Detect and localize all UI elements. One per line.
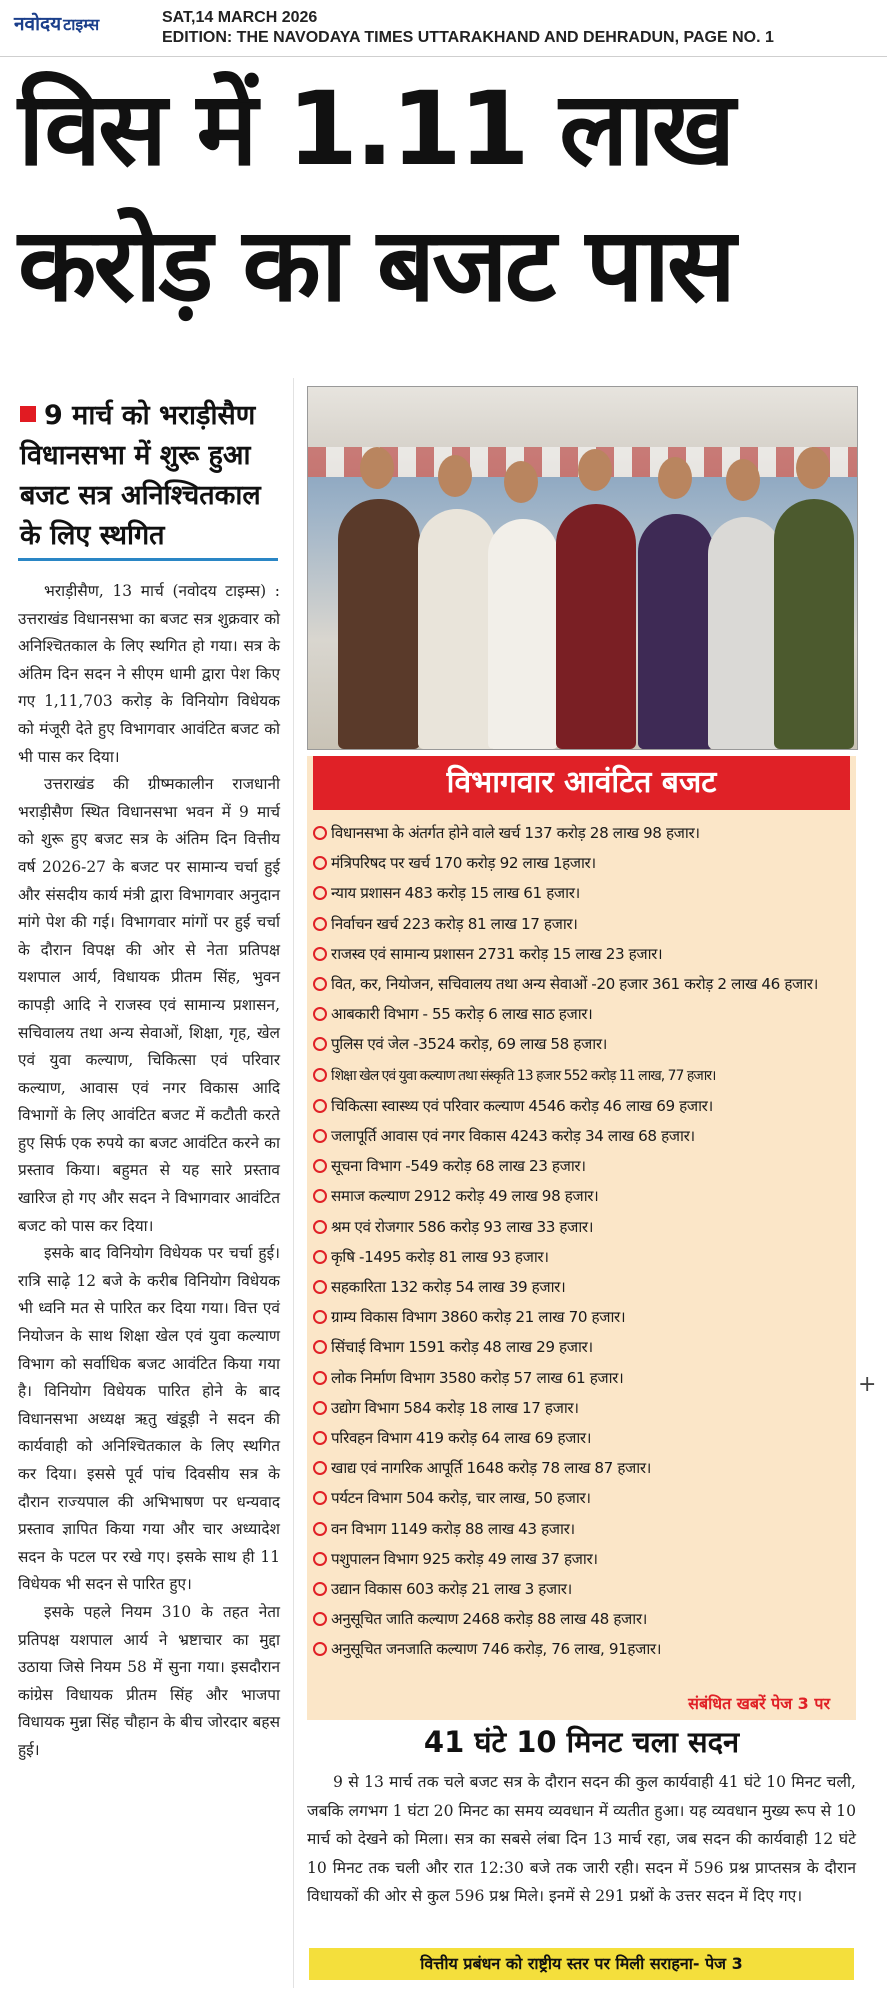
photo-figure-head <box>360 447 394 489</box>
logo-times: टाइम्स <box>63 15 100 34</box>
budget-item-text: पशुपालन विभाग 925 करोड़ 49 लाख 37 हजार। <box>331 1549 598 1568</box>
budget-item-text: परिवहन विभाग 419 करोड़ 64 लाख 69 हजार। <box>331 1429 592 1448</box>
budget-item-text: कृषि -1495 करोड़ 81 लाख 93 हजार। <box>331 1247 549 1266</box>
budget-item-text: श्रम एवं रोजगार 586 करोड़ 93 लाख 33 हजार। <box>331 1217 594 1236</box>
budget-item <box>313 1544 853 1574</box>
article-paragraph: उत्तराखंड की ग्रीष्मकालीन राजधानी भराड़ीसैण स्थित विधानसभा भवन में 9 मार्च को शुरू हुए बजट सत्र के अंतिम दिन वित्तीय वर्ष 2026-27 के बजट पर सामान्य चर्चा हुई और संसदीय कार्य मंत्री द्वारा विभागवार अनुदान मांगे पेश की गई। विभागवार मांगों पर हुई चर्चा के दौरान विपक्ष की ओर से नेता प्रतिपक्ष यशपाल आर्य, विधायक प्रीतम सिंह, भुवन कापड़ी आदि ने राजस्व एवं सामान्य प्रशासन, सचिवालय तथा अन्य सेवाओं, शिक्षा, गृह, खेल एवं युवा कल्याण, चिकित्सा एवं परिवार कल्याण, आवास एवं नगर विकास आदि विभागों के लिए आवंटित बजट में कटौती करते हुए सिर्फ एक रुपये का बजट आवंटित करने का प्रस्ताव किया। बहुमत से यह सारे प्रस्ताव खारिज हो गए और सदन ने विभागवार आवंटित बजट को पास कर दिया। <box>18 775 280 1235</box>
budget-item-text: सूचना विभाग -549 करोड़ 68 लाख 23 हजार। <box>331 1157 586 1176</box>
photo-figure <box>708 517 782 749</box>
budget-item <box>313 999 853 1029</box>
budget-item-text: वित, कर, नियोजन, सचिवालय तथा अन्य सेवाओं -20 हजार 361 करोड़ 2 लाख 46 हजार। <box>331 975 818 994</box>
circle-bullet-icon <box>313 1007 327 1021</box>
photo-figure-head <box>726 459 760 501</box>
budget-item-text: सहकारिता 132 करोड़ 54 लाख 39 हजार। <box>331 1278 566 1297</box>
date-line: SAT,14 MARCH 2026 <box>162 9 318 26</box>
budget-item-text: चिकित्सा स्वास्थ्य एवं परिवार कल्याण 4546 करोड़ 46 लाख 69 हजार। <box>331 1096 713 1115</box>
budget-item <box>313 1212 853 1242</box>
photo-figure <box>774 499 854 749</box>
budget-item-text: अनुसूचित जाति कल्याण 2468 करोड़ 88 लाख 48 हजार। <box>331 1610 648 1629</box>
photo-figure <box>638 514 714 749</box>
newspaper-logo[interactable] <box>14 10 99 36</box>
masthead-bar <box>0 0 887 57</box>
budget-item <box>313 848 853 878</box>
budget-item <box>313 939 853 969</box>
budget-item-text: राजस्व एवं सामान्य प्रशासन 2731 करोड़ 15 लाख 23 हजार। <box>331 944 663 963</box>
circle-bullet-icon <box>313 917 327 931</box>
budget-item <box>313 1302 853 1332</box>
photo-figure-head <box>796 447 830 489</box>
budget-item-text: सिंचाई विभाग 1591 करोड़ 48 लाख 29 हजार। <box>331 1338 593 1357</box>
photo-figure <box>338 499 420 749</box>
circle-bullet-icon <box>313 977 327 991</box>
news-photo <box>307 386 858 750</box>
circle-bullet-icon <box>313 1129 327 1143</box>
circle-bullet-icon <box>313 1371 327 1385</box>
budget-item-text: न्याय प्रशासन 483 करोड़ 15 लाख 61 हजार। <box>331 884 580 903</box>
budget-item-text: उद्यान विकास 603 करोड़ 21 लाख 3 हजार। <box>331 1580 572 1599</box>
budget-item-text: खाद्य एवं नागरिक आपूर्ति 1648 करोड़ 78 लाख 87 हजार। <box>331 1459 652 1478</box>
budget-item-text: पुलिस एवं जेल -3524 करोड़, 69 लाख 58 हजार। <box>331 1035 607 1054</box>
circle-bullet-icon <box>313 1642 327 1656</box>
budget-item <box>313 969 853 999</box>
budget-item-text: जलापूर्ति आवास एवं नगर विकास 4243 करोड़ 34 लाख 68 हजार। <box>331 1127 695 1146</box>
budget-item-text: उद्योग विभाग 584 करोड़ 18 लाख 17 हजार। <box>331 1398 579 1417</box>
budget-item-text: वन विभाग 1149 करोड़ 88 लाख 43 हजार। <box>331 1519 575 1538</box>
budget-item-text: मंत्रिपरिषद पर खर्च 170 करोड़ 92 लाख 1हजार। <box>331 854 596 873</box>
budget-item <box>313 1393 853 1423</box>
budget-item-text: ग्राम्य विकास विभाग 3860 करोड़ 21 लाख 70 हजार। <box>331 1308 626 1327</box>
sadan-heading: 41 घंटे 10 मिनट चला सदन <box>423 1725 740 1759</box>
budget-item <box>313 1029 853 1059</box>
budget-item <box>313 878 853 908</box>
circle-bullet-icon <box>313 1189 327 1203</box>
budget-item <box>313 909 853 939</box>
budget-item <box>313 1363 853 1393</box>
circle-bullet-icon <box>313 1552 327 1566</box>
photo-figure <box>556 504 636 749</box>
red-square-icon <box>20 406 36 422</box>
budget-item <box>313 1483 853 1513</box>
circle-bullet-icon <box>313 1159 327 1173</box>
budget-item <box>313 1091 853 1121</box>
budget-item-text: अनुसूचित जनजाति कल्याण 746 करोड़, 76 लाख, 91हजार। <box>331 1640 662 1659</box>
budget-item-text: निर्वाचन खर्च 223 करोड़ 81 लाख 17 हजार। <box>331 914 578 933</box>
circle-bullet-icon <box>313 826 327 840</box>
budget-box <box>307 756 856 1720</box>
circle-bullet-icon <box>313 947 327 961</box>
budget-item-text: समाज कल्याण 2912 करोड़ 49 लाख 98 हजार। <box>331 1187 599 1206</box>
sadan-paragraph: 9 से 13 मार्च तक चले बजट सत्र के दौरान सदन की कुल कार्यवाही 41 घंटे 10 मिनट चली, जबकि लगभग 1 घंटा 20 मिनट का समय व्यवधान में व्यतीत हुआ। यह व्यवधान मुख्य रूप से 10 मार्च को देखने को मिला। सत्र का सबसे लंबा दिन 13 मार्च रहा, जब सदन की कार्यवाही 12 घंटे 10 मिनट तक चली और रात 12:30 बजे तक जारी रही। सदन में 596 प्रश्न प्राप्तसत्र के दौरान विधायकों की ओर से कुल 596 प्रश्न मिले। इनमें से 291 प्रश्नों के उत्तर सदन में दिए गए। <box>307 1773 856 1906</box>
circle-bullet-icon <box>313 1612 327 1626</box>
budget-item <box>313 1453 853 1483</box>
edition-line: EDITION: THE NAVODAYA TIMES UTTARAKHAND AND DEHRADUN, PAGE NO. 1 <box>162 29 774 46</box>
circle-bullet-icon <box>313 1280 327 1294</box>
budget-item-text: पर्यटन विभाग 504 करोड़, चार लाख, 50 हजार। <box>331 1489 591 1508</box>
headline-line-1: विस में 1.11 लाख <box>18 70 733 189</box>
circle-bullet-icon <box>313 1401 327 1415</box>
article-paragraph: इसके पहले नियम 310 के तहत नेता प्रतिपक्ष यशपाल आर्य ने भ्रष्टाचार का मुद्दा उठाया जिसे नियम 58 में सुना गया। इसदौरान कांग्रेस विधायक प्रीतम सिंह और भाजपा विधायक मुन्ना सिंह चौहान के बीच जोरदार बहस हुई। <box>18 1602 280 1759</box>
circle-bullet-icon <box>313 1340 327 1354</box>
headline-line-2: करोड़ का बजट पास <box>18 206 733 325</box>
subhead-underline <box>18 558 278 561</box>
circle-bullet-icon <box>313 1220 327 1234</box>
budget-item <box>313 1332 853 1362</box>
budget-item <box>313 1272 853 1302</box>
budget-item <box>313 1423 853 1453</box>
budget-item <box>313 1574 853 1604</box>
budget-item <box>313 818 853 848</box>
budget-item-text: शिक्षा खेल एवं युवा कल्याण तथा संस्कृति 13 हजार 552 करोड़ 11 लाख, 77 हजार। <box>331 1067 716 1084</box>
circle-bullet-icon <box>313 886 327 900</box>
article-paragraph: इसके बाद विनियोग विधेयक पर चर्चा हुई। रात्रि साढ़े 12 बजे के करीब विनियोग विधेयक भी ध्वनि मत से पारित कर दिया गया। वित्त एवं नियोजन के साथ शिक्षा खेल एवं युवा कल्याण विभाग को सर्वाधिक बजट आवंटित किया गया है। विनियोग विधेयक पारित होने के बाद विधानसभा अध्यक्ष ऋतु खंडूड़ी ने सदन की कार्यवाही को अनिश्चितकाल के लिए स्थगित कर दिया। इससे पूर्व पांच दिवसीय सत्र के दौरान राज्यपाल की अभिभाषण पर धन्यवाद प्रस्ताव ज्ञापित किया गया और चार अध्यादेश सदन के पटल पर रखे गए। इसके साथ ही 11 विधेयक भी सदन से पारित हुए। <box>18 1244 280 1594</box>
budget-item <box>313 1121 853 1151</box>
circle-bullet-icon <box>313 1099 327 1113</box>
sadan-body <box>307 1768 856 1911</box>
circle-bullet-icon <box>313 1461 327 1475</box>
photo-figure <box>418 509 496 749</box>
budget-item-text: विधानसभा के अंतर्गत होने वाले खर्च 137 करोड़ 28 लाख 98 हजार। <box>331 824 700 842</box>
circle-bullet-icon <box>313 1431 327 1445</box>
photo-figure-head <box>578 449 612 491</box>
article-body <box>18 578 280 1765</box>
budget-item <box>313 1151 853 1181</box>
column-divider <box>293 378 294 1988</box>
budget-item <box>313 1634 853 1664</box>
article-paragraph: भराड़ीसैण, 13 मार्च (नवोदय टाइम्स) : उत्तराखंड विधानसभा का बजट सत्र शुक्रवार को अनिश्चितकाल के लिए स्थगित हो गया। सत्र के अंतिम दिन सदन ने सीएम धामी द्वारा पेश किए गए 1,11,703 करोड़ के विनियोग विधेयक को मंजूरी देते हुए विभागवार आवंटित बजट को भी पास कर दिया। <box>18 582 280 766</box>
circle-bullet-icon <box>313 1250 327 1264</box>
main-headline <box>18 62 878 334</box>
photo-figure-head <box>504 461 538 503</box>
circle-bullet-icon <box>313 1491 327 1505</box>
circle-bullet-icon <box>313 1037 327 1051</box>
budget-item <box>313 1514 853 1544</box>
logo-main: नवोदय <box>14 13 62 35</box>
budget-title: विभागवार आवंटित बजट <box>313 756 850 810</box>
circle-bullet-icon <box>313 1522 327 1536</box>
budget-item <box>313 1604 853 1634</box>
budget-item-text: लोक निर्माण विभाग 3580 करोड़ 57 लाख 61 हजार। <box>331 1368 624 1387</box>
budget-item <box>313 1242 853 1272</box>
photo-figure <box>488 519 558 749</box>
budget-item-text: आबकारी विभाग - 55 करोड़ 6 लाख साठ हजार। <box>331 1005 593 1024</box>
sub-headline-text: 9 मार्च को भराड़ीसैण विधानसभा में शुरू हुआ बजट सत्र अनिश्चितकाल के लिए स्थगित <box>20 400 261 551</box>
budget-item <box>313 1181 853 1211</box>
circle-bullet-icon <box>313 856 327 870</box>
budget-list <box>313 818 853 1665</box>
circle-bullet-icon <box>313 1582 327 1596</box>
photo-figure-head <box>658 457 692 499</box>
circle-bullet-icon <box>313 1310 327 1324</box>
related-news-link[interactable]: संबंधित खबरें पेज 3 पर <box>688 1694 830 1713</box>
crosshair-cursor-icon: + <box>858 1372 877 1397</box>
budget-item <box>313 1060 853 1091</box>
photo-figure-head <box>438 455 472 497</box>
sub-headline <box>20 396 280 556</box>
footer-teaser-link[interactable]: वित्तीय प्रबंधन को राष्ट्रीय स्तर पर मिली सराहना- पेज 3 <box>309 1948 854 1980</box>
circle-bullet-icon <box>313 1068 327 1082</box>
edition-meta <box>162 8 774 48</box>
